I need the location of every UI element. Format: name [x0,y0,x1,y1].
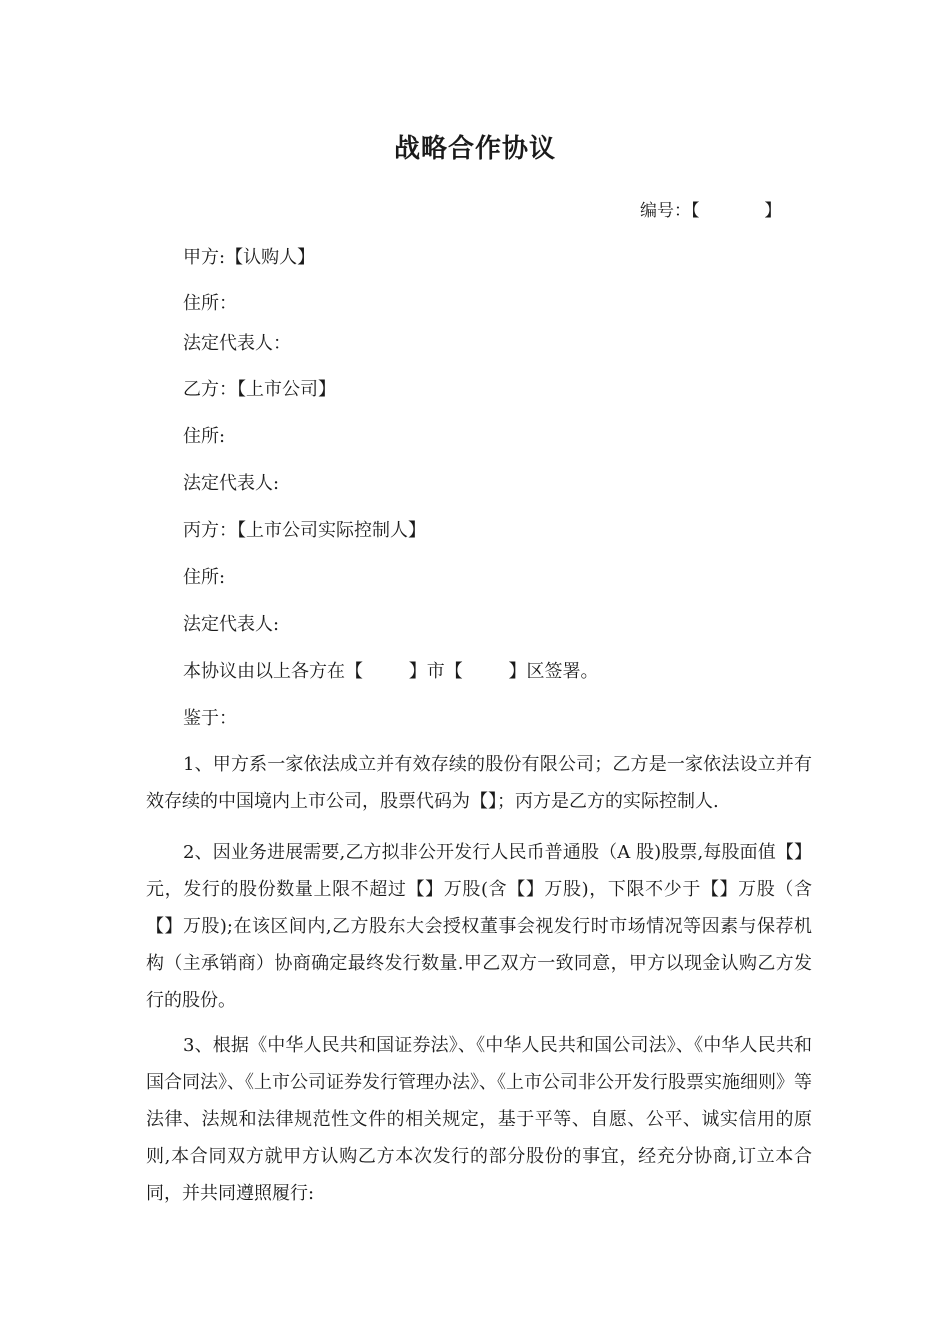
party-a-representative: 法定代表人： [183,333,291,354]
party-a-line: 甲方:【认购人】 [183,247,316,268]
serial-number-label: 编号：【 】 [640,201,782,221]
party-c-representative: 法定代表人: [183,614,280,635]
party-b-line: 乙方：【上市公司】 [183,379,336,400]
party-b-representative: 法定代表人: [183,473,280,494]
document-title: 战略合作协议 [393,134,556,164]
clause-1: 1、甲方系一家依法成立并有效存续的股份有限公司；乙方是一家依法设立并有效存续的中国境内上市公司，股票代码为【】；丙方是乙方的实际控制人. [146,754,812,812]
party-c-address: 住所: [183,567,226,588]
whereas-heading: 鉴于： [183,708,237,729]
party-a-address: 住所： [183,293,237,314]
clause-2: 2、因业务进展需要,乙方拟非公开发行人民币普通股（A 股)股票,每股面值【】元，发行的股份数量上限不超过【】万股(含【】万股)，下限不少于【】万股（含【】万股);在该区间内,乙方股东大会授权董事会视发行时市场情况等因素与保荐机构（主承销商）协商确定最终发行数量.甲乙双方一致同意，甲方以现金认购乙方发行的股份。 [146,842,812,1011]
party-b-address: 住所: [183,426,226,447]
signing-place: 本协议由以上各方在【 】市【 】区签署。 [183,661,599,682]
clause-3: 3、根据《中华人民共和国证券法》、《中华人民共和国公司法》、《中华人民共和国合同法》、《上市公司证券发行管理办法》、《上市公司非公开发行股票实施细则》等法律、法规和法律规范性文件的相关规定，基于平等、自愿、公平、诚实信用的原则,本合同双方就甲方认购乙方本次发行的部分股份的事宜，经充分协商,订立本合同，并共同遵照履行: [146,1035,812,1204]
party-c-line: 丙方：【上市公司实际控制人】 [183,520,426,541]
